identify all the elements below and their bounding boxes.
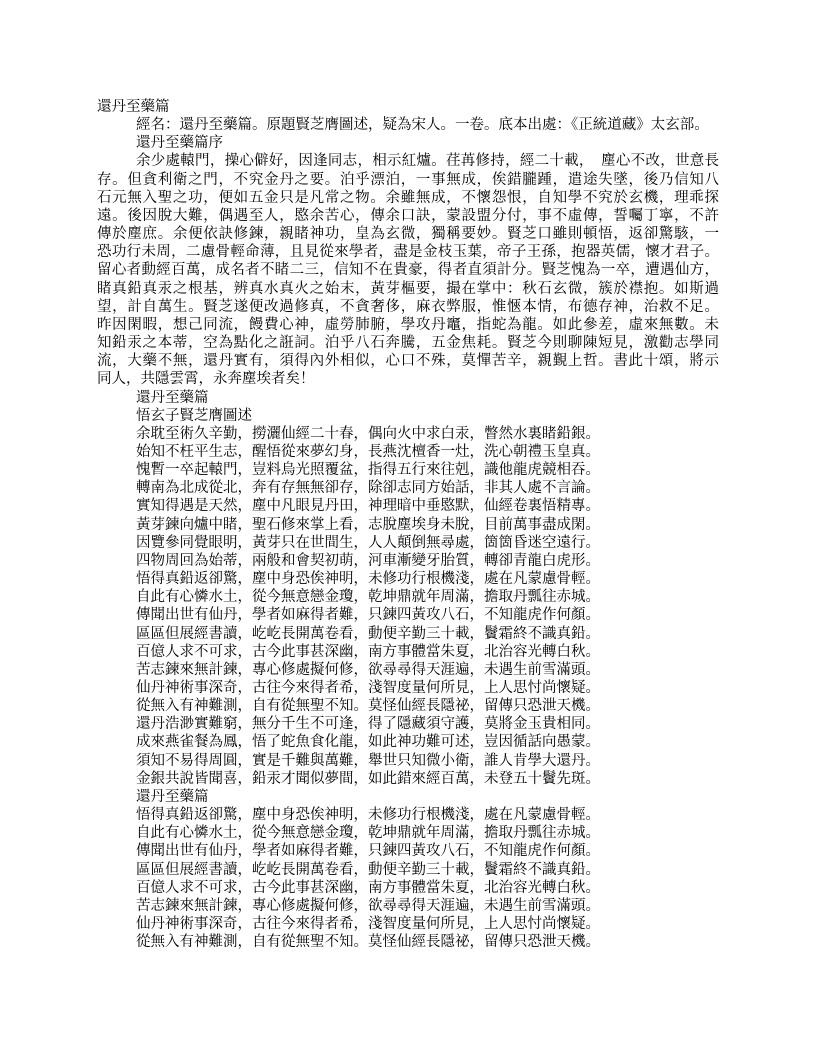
verse-line: 從無入有神難測，自有從無聖不知。莫怪仙經長隱祕，留傳只恐泄天機。 — [136, 934, 600, 951]
verse-line: 仙丹神術事深奇，古往今來得者希，淺智度量何所見，上人思忖尚懷疑。 — [136, 680, 600, 696]
verse-line: 傳聞出世有仙丹，學者如麻得者難，只鍊四黃攻八石，不知龍虎作何顏。 — [136, 607, 600, 624]
metadata-line: 經名：還丹至藥篇。原題賢芝膺圖述，疑為宋人。一卷。底本出處：《正統道藏》太玄部。 — [136, 117, 709, 134]
prose-line: 恐功行未周，二慮骨輕命薄，且見從來學者，盡是金枝玉葉，帝子王孫，抱器英儒，懷才君子。 — [97, 244, 719, 261]
verse-line: 轉南為北成從北，奔有存無無卻存，除卻志同方始話，非其人處不言論。 — [136, 480, 600, 497]
prose-line: 睹真鉛真汞之根基，辨真水真火之始末，黃芽樞要，撮在掌中：秋石玄微，簇於襟抱。如斯過 — [97, 280, 719, 297]
verse-line: 還丹浩渺實難窮，無分千生不可逢，得了隱藏須守護，莫將金玉貴相同。 — [136, 716, 600, 733]
verse-line: 從無入有神難測，自有從無聖不知。莫怪仙經長隱祕，留傳只恐泄天機。 — [136, 698, 600, 715]
prose-line: 流，大藥不無，還丹實有，須得內外相似，心口不殊，莫憚苦辛，親覲上哲。書此十頌，將示 — [97, 353, 719, 370]
verse-line: 悟得真鉛返卻驚，塵中身恐俟神明，未修功行根機淺，處在凡蒙慮骨輕。 — [136, 571, 600, 588]
verse-line: 愧暫一卒起轅門，豈料烏光照覆盆，指得五行來往剋，識他龍虎競相吞。 — [136, 462, 600, 479]
verse-line: 余耽至術久辛勤，撈灑仙經二十春，偶向火中求白汞，瞥然水裏睹鉛銀。 — [136, 425, 600, 442]
verse-line: 因覽參同覺眼明，黃芽只在世間生，人人顛倒無尋處，箇箇昏迷空遠行。 — [136, 534, 600, 551]
document-title: 還丹至藥篇 — [97, 99, 170, 115]
prose-line: 望，計自萬生。賢芝遂便改過修真，不貪奢侈，麻衣弊服，惟愜本情，布德存神，治救不足。 — [97, 298, 719, 315]
prose-line: 余少處轅門，操心僻好，因逢同志，相示紅爐。荏苒修持，經二十載， 塵心不改，世意長 — [136, 153, 719, 170]
prose-line: 存。但貪利衛之門，不究金丹之要。泊乎漂泊，一事無成，俟錯朧踵，遣途失墜，後乃信知八 — [97, 171, 719, 188]
prose-line: 留心者動經百萬，成名者不睹二三，信知不在貴豪，得者直須計分。賢芝愧為一卒，遭遇仙方， — [97, 262, 719, 279]
verse-line: 成來燕雀餐為鳳，悟了蛇魚食化龍，如此神功難可述，豈因循話向愚蒙。 — [136, 734, 600, 751]
prose-line: 同人，共隱雲霄，永奔塵埃者矣！ — [97, 371, 315, 388]
document-body — [97, 98, 719, 951]
section-heading: 還丹至藥篇序 — [136, 135, 223, 152]
verse-line: 自此有心憐水土，從今無意戀金瓊，乾坤鼎就年周滿，擔取丹瓢往赤城。 — [136, 589, 600, 606]
verse-line: 區區但展經書讀，屹屹長開萬卷看，動便辛勤三十載，鬢霜終不識真鉛。 — [136, 625, 600, 642]
section-heading: 還丹至藥篇 — [136, 788, 209, 805]
verse-line: 仙丹神術事深奇，古往今來得者希，淺智度量何所見，上人思忖尚懷疑。 — [136, 916, 600, 933]
verse-line: 金銀共說皆聞喜，鉛汞才聞似夢間，如此錯來經百萬，未登五十鬢先斑。 — [136, 770, 600, 787]
verse-line: 苦志鍊來無計鍊，專心修處擬何修，欲尋尋得天涯遍，未遇生前雪滿頭。 — [136, 661, 600, 678]
verse-line: 實知得遇是天然，塵中凡眼見丹田，神理暗中垂愍默，仙經卷裏悟精專。 — [136, 498, 600, 515]
verse-line: 自此有心憐水土，從今無意戀金瓊，乾坤鼎就年周滿，擔取丹瓢往赤城。 — [136, 825, 600, 842]
verse-line: 百億人求不可求，古今此事甚深幽，南方事體當朱夏，北治容光轉白秋。 — [136, 643, 600, 660]
verse-line: 始知不枉平生志，醒悟從來夢幻身，長燕沈檀香一灶，洗心朝禮玉皇真。 — [136, 443, 600, 460]
prose-line: 傳於塵庶。余便依訣修鍊，親睹神功，皇為玄微，獨稱要妙。賢芝口雖則頓悟，返卻驚駭，一 — [97, 226, 719, 243]
verse-line: 苦志鍊來無計鍊，專心修處擬何修，欲尋尋得天涯遍，未遇生前雪滿頭。 — [136, 897, 600, 914]
prose-line: 遠。後因脫大難，偶遇至人，愍余苦心，傳余口訣，蒙設盟分付，事不虛傳，誓囑丁寧，不許 — [97, 207, 719, 224]
verse-line: 四物周回為始蒂，兩般和會契初萌，河車漸變牙胎質，轉卻青龍白虎形。 — [136, 552, 600, 569]
prose-line: 石元無入聖之功，便如五金只是凡常之物。余雖無成，不懷怨恨，自知學不究於玄機，理乖探 — [97, 189, 719, 206]
verse-line: 區區但展經書讀，屹屹長開萬卷看，動便辛勤三十載，鬢霜終不識真鉛。 — [136, 861, 600, 878]
verse-line: 傳聞出世有仙丹，學者如麻得者難，只鍊四黃攻八石，不知龍虎作何顏。 — [136, 843, 600, 860]
verse-line: 悟得真鉛返卻驚，塵中身恐俟神明，未修功行根機淺，處在凡蒙慮骨輕。 — [136, 807, 600, 824]
verse-line: 須知不易得周圓，實是千難與萬難，舉世只知微小衛，誰人肯學大還丹。 — [136, 752, 600, 769]
attribution-line: 悟玄子賢芝膺圖述 — [136, 407, 252, 424]
prose-line: 知鉛汞之本蒂，空為點化之誑詞。泊乎八石奔騰，五金焦耗。賢芝今則聊陳短見，激勸志學同 — [97, 335, 719, 352]
verse-line: 黃芽鍊向爐中睹，聖石修來掌上看，志脫塵埃身未脫，目前萬事盡成閑。 — [136, 516, 600, 533]
prose-line: 昨因閑暇，想己同流，饅費心神，虛勞肺腑，學攻丹竈，指蛇為龍。如此參差，虛來無數。未 — [97, 316, 719, 333]
verse-line: 百億人求不可求，古今此事甚深幽，南方事體當朱夏，北治容光轉白秋。 — [136, 879, 600, 896]
section-heading: 還丹至藥篇 — [136, 389, 209, 406]
